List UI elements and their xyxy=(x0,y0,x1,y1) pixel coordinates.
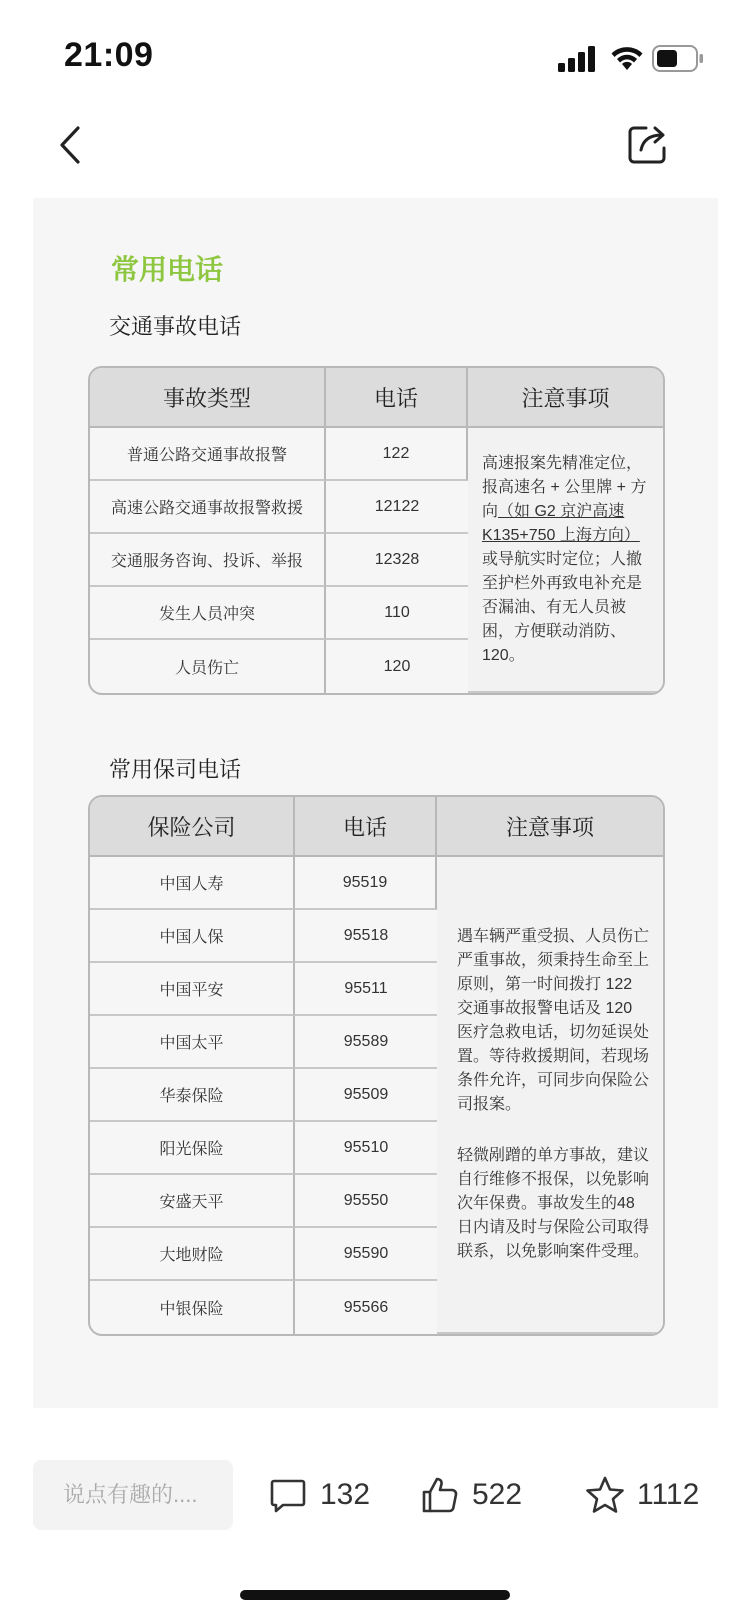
column-header: 电话 xyxy=(295,797,437,857)
phone-number: 122 xyxy=(326,428,468,481)
insurer-name: 中银保险 xyxy=(90,1281,295,1334)
traffic-note xyxy=(468,428,663,693)
phone-number: 95566 xyxy=(343,1298,389,1316)
like-count: 522 xyxy=(472,1478,523,1511)
phone-number: 12328 xyxy=(326,534,468,587)
thumbs-up-icon xyxy=(420,1475,460,1515)
comment-button[interactable] xyxy=(268,1472,370,1518)
column-header: 注意事项 xyxy=(468,368,663,428)
article-image xyxy=(33,198,718,1408)
status-bar xyxy=(0,0,750,100)
insurance-note xyxy=(437,857,663,1334)
cellular-signal-icon xyxy=(558,46,598,72)
column-header: 事故类型 xyxy=(90,368,326,428)
phone-number: 95518 xyxy=(295,910,437,963)
insurer-name: 中国太平 xyxy=(90,1016,295,1069)
note-example: （如 G2 京沪高速 K135+750 上海方向） xyxy=(482,502,640,544)
battery-icon xyxy=(652,45,704,72)
comment-bubble-icon xyxy=(268,1475,308,1515)
insurer-name: 大地财险 xyxy=(90,1228,295,1281)
comment-input[interactable]: 说点有趣的.... xyxy=(33,1460,233,1530)
back-arrow-icon[interactable] xyxy=(52,120,92,170)
insurer-name: 中国平安 xyxy=(90,963,295,1016)
table-row xyxy=(90,428,663,481)
home-indicator[interactable] xyxy=(240,1590,510,1600)
insurance-phone-table xyxy=(88,795,665,1336)
favorite-button[interactable] xyxy=(585,1472,699,1518)
phone-number: 95550 xyxy=(295,1175,437,1228)
note-paragraph: 遇车辆严重受损、人员伤亡严重事故，须秉持生命至上原则，第一时间拨打 122 交通事故报警电话及 120 医疗急救电话，切勿延误处置。等待救援期间，若现场条件允许，可同步向保险公司报案。 xyxy=(457,928,650,1113)
traffic-subtitle: 交通事故电话 xyxy=(109,314,242,339)
accident-type: 普通公路交通事故报警 xyxy=(90,428,326,481)
traffic-phone-table xyxy=(88,366,665,695)
insurer-name: 中国人寿 xyxy=(90,857,295,910)
phone-number: 95519 xyxy=(295,857,437,910)
comment-count: 132 xyxy=(320,1478,371,1511)
wifi-icon xyxy=(610,44,644,72)
phone-number: 95589 xyxy=(295,1016,437,1069)
phone-number: 12122 xyxy=(326,481,468,534)
phone-number: 120 xyxy=(383,657,411,675)
column-header: 保险公司 xyxy=(90,797,295,857)
insurer-name: 中国人保 xyxy=(90,910,295,963)
accident-type: 人员伤亡 xyxy=(90,640,326,693)
phone-number: 110 xyxy=(326,587,468,640)
accident-type: 高速公路交通事故报警救援 xyxy=(90,481,326,534)
section-title: 常用电话 xyxy=(111,254,224,285)
share-icon[interactable] xyxy=(626,122,670,166)
insurer-name: 华泰保险 xyxy=(90,1069,295,1122)
insurer-name: 安盛天平 xyxy=(90,1175,295,1228)
note-paragraph: 轻微剐蹭的单方事故，建议自行维修不报保，以免影响次年保费。事故发生的48日内请及时与保险公司取得联系，以免影响案件受理。 xyxy=(457,1147,650,1260)
column-header: 电话 xyxy=(326,368,468,428)
insurer-name: 阳光保险 xyxy=(90,1122,295,1175)
column-header: 注意事项 xyxy=(437,797,663,857)
accident-type: 交通服务咨询、投诉、举报 xyxy=(90,534,326,587)
table-row xyxy=(90,857,663,910)
favorite-count: 1112 xyxy=(637,1478,700,1511)
like-button[interactable] xyxy=(420,1472,522,1518)
star-icon xyxy=(585,1475,625,1515)
phone-number: 95509 xyxy=(295,1069,437,1122)
phone-number: 95590 xyxy=(295,1228,437,1281)
note-text: 高速报案先精准定位，报高速名 + 公里牌 + 方向 xyxy=(482,454,647,520)
note-text: 或导航实时定位；人撤至护栏外再致电补充是否漏油、有无人员被困，方便联动消防、120。 xyxy=(482,550,643,664)
accident-type: 发生人员冲突 xyxy=(90,587,326,640)
phone-number: 95511 xyxy=(295,963,437,1016)
insurance-subtitle: 常用保司电话 xyxy=(109,757,242,782)
status-time: 21:09 xyxy=(64,36,154,74)
phone-number: 95510 xyxy=(295,1122,437,1175)
